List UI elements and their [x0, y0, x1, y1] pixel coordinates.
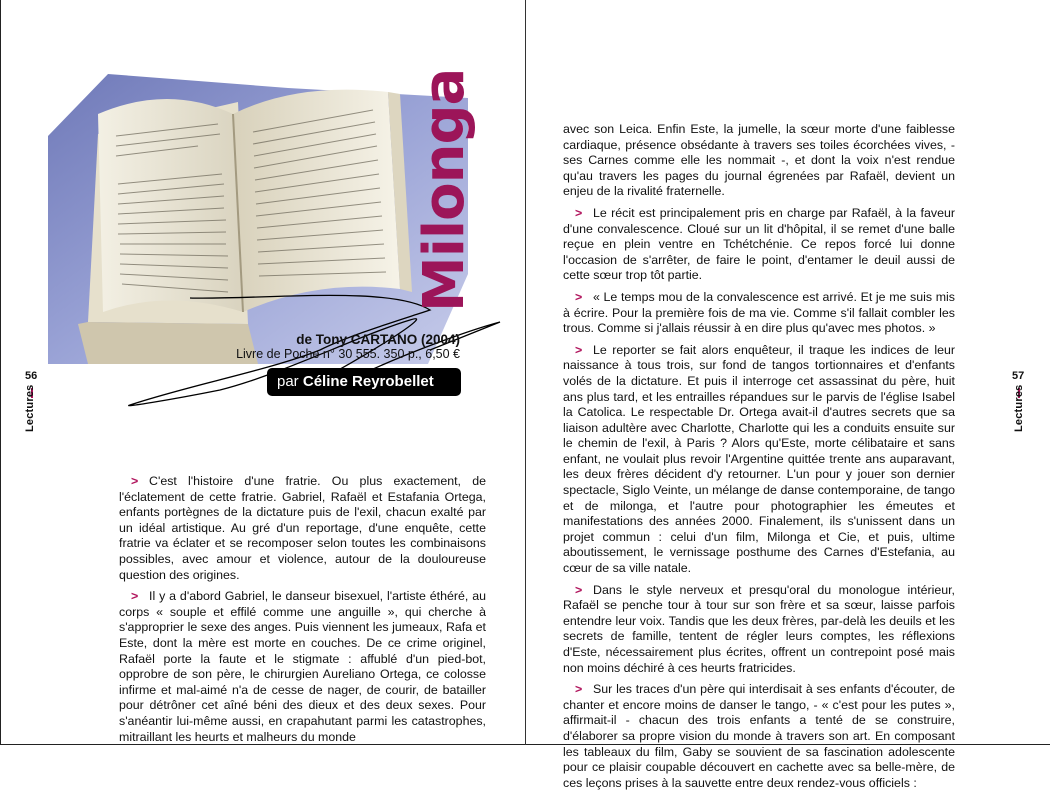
bullet-marker: >	[131, 474, 139, 488]
page-gutter	[525, 0, 526, 745]
reviewer-name: Céline Reyrobellet	[302, 373, 434, 390]
reviewer-box	[267, 368, 461, 396]
bullet-marker: >	[575, 205, 583, 220]
paragraph: > C'est l'histoire d'une fratrie. Ou plus exactement, de l'éclatement de cette fratrie. Gabriel, Rafaël et Estafania Ortega, enfants portègnes de la dictature puis de l'exil, chacun exalté par un idéal artistique. Au gré d'un reportage, d'une enquête, cette fratrie va éclater et se recomposer selon toutes les combinaisons possibles, avec amour et violence, autour de la douloureuse question des origines.	[119, 474, 486, 582]
paragraph: > Le récit est principalement pris en charge par Rafaël, à la faveur d'une convalescence. Cloué sur un lit d'hôpital, il se remet d'une balle reçue en plein ventre en Tchétchénie. Ce repos forcé lui donne l'occasion de s'arrêter, de faire le point, d'entamer le deuil aussi de cette sœur trop tôt partie.	[563, 205, 955, 283]
page-border	[0, 0, 1, 745]
page-number-right: 57	[1012, 370, 1025, 382]
left-column	[119, 474, 486, 751]
reviewer-prefix: par	[277, 373, 299, 390]
bullet-marker: >	[131, 589, 139, 604]
bullet-marker: >	[575, 289, 583, 304]
paragraph: > Il y a d'abord Gabriel, le danseur bisexuel, l'artiste éthéré, au corps « souple et effilé comme une anguille », qui cherche à s'approprier le sexe des anges. Puis viennent les jumeaux, Rafa et Este, dont la mère est morte en couches. De ce crime originel, Rafaël porte la faute et le stigmate : affublé d'un pied-bot, opprobre de son père, le chirurgien Aureliano Ortega, ce colosse infirme et mal-aimé n'a de cesse de nager, de courir, de batailler pour détrôner cet aîné béni des dieux et des deux sexes. Pour s'anéantir lui-même aussi, en crapahutant parmi les catastrophes, mitraillant les heurts et malheurs du monde	[119, 589, 486, 744]
paragraph-continued: avec son Leica. Enfin Este, la jumelle, la sœur morte d'une faiblesse cardiaque, présence obsédante à travers ses toiles écorchées vives, - ses Carnes comme elle les nommait -, et dont la voix n'est rendue qu'au travers les pages du journal égrenées par Rafaël, devient un enjeu de la rivalité fraternelle.	[563, 122, 955, 199]
paragraph: > Le reporter se fait alors enquêteur, il traque les indices de leur naissance à tous trois, sur fond de tangos tortionnaires et d'enfants volés de la dictature. Et puis il interroge cet assassinat du père, huit ans plus tard, et les entrailles répandues sur le parvis de l'église Isabel la Catolica. Le respectable Dr. Ortega avait-il d'autres secrets que sa liaison adultère avec Charlotte, Charlotte qui les a conduits ensuite sur le chemin de l'exil, à Paris ? Alors qu'Este, morte célibataire et sans enfant, ne voulait plus revoir l'Argentine quittée trente ans auparavant, les deux frères décident d'y retourner. L'un pour y jouer son dernier spectacle, Siglo Veinte, un mélange de danse contemporaine, de tango et de milonga, et l'autre pour photographier les émeutes et manifestations des années 2000. Finalement, ils s'unissent dans un projet commun : celui d'un film, Milonga et Cie, et puis, ultime aboutissement, le vernissage posthume des Carnes d'Estefania, au cœur de sa ville natale.	[563, 342, 955, 576]
section-label-right: Lectures	[1013, 384, 1025, 432]
article-title: Milonga	[412, 68, 477, 312]
book-edition: Livre de Poche n° 30 555. 350 p., 6,50 €	[236, 347, 460, 361]
page-number-left: 56	[25, 370, 38, 382]
book-author: de Tony CARTANO (2004)	[296, 332, 460, 347]
bullet-marker: >	[575, 342, 583, 357]
right-column	[563, 122, 955, 797]
paragraph: > « Le temps mou de la convalescence est arrivé. Et je me suis mis à écrire. Pour la première fois de ma vie. Comme s'il fallait combler les trous. Comme si j'allais réussir à en dire plus qu'avec mes photos. »	[563, 289, 955, 336]
bullet-marker: >	[575, 682, 583, 697]
book-credits	[236, 332, 460, 362]
paragraph: > Dans le style nerveux et presqu'oral du monologue intérieur, Rafaël se penche tour à tour sur son frère et sa sœur, laisse parfois entendre leur voix. Tandis que les deux frères, par-delà les deuils et les secrets de famille, tentent de régler leurs comptes, les réflexions d'Este, nécessairement plus écrites, offrent un contrepoint posé mais non moins déchiré à ces heurts fratricides.	[563, 582, 955, 675]
bullet-marker: >	[575, 582, 583, 597]
paragraph: > Sur les traces d'un père qui interdisait à ses enfants d'écouter, de chanter et encore moins de danser le tango, - « c'est pour les putes », affirmait-il - chacun des trois enfants a tenté de se construire, d'élaborer sa propre vision du monde à travers son art. En composant les tableaux du film, Gaby se souvient de sa fascination adolescente pour ce plaisir coupable découvert en cachette avec sa belle-mère, de ces leçons prises à la sauvette entre deux rendez-vous officiels :	[563, 682, 955, 790]
section-label-left: Lectures	[24, 384, 36, 432]
